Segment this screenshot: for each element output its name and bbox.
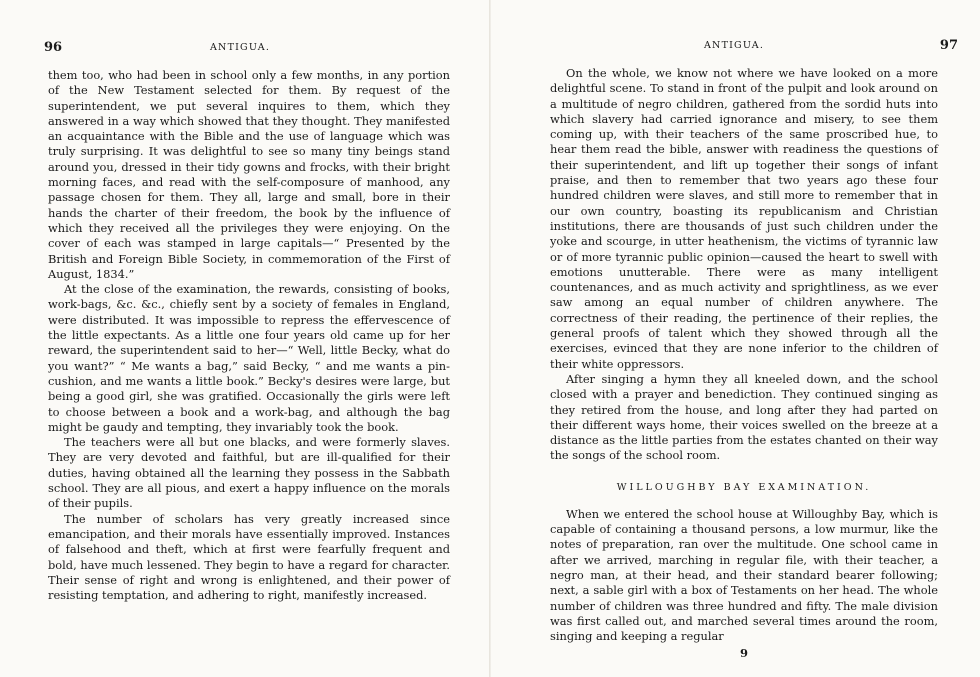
left-running-head [44,40,450,58]
left-page-number: 96 [44,40,63,55]
right-paragraph-1: On the whole, we know not where we have looked on a more delightful scene. To stand in front of the pulpit and look around on a multitude of negro children, gathered from the sordid huts into which slavery had carried ignorance and misery, to see them coming up, with their teachers of the same proscribed hue, to hear them read the bible, answer with readiness the questions of their superintendent, and lift up together their songs of infant praise, and then to remember that two years ago these four hundred children were slaves, and still more to remember that in our own country, boasting its republicanism and Christian institutions, there are thousands of just such children under the yoke and scourge, in utter heathenism, the victims of tyrannic law or of more tyrannic public opinion—caused the heart to swell with emotions unutterable. There were as many intelligent countenances, and as much activity and sprightliness, as we ever saw among an equal number of children anywhere. The correctness of their reading, the pertinence of their replies, the general proofs of talent which they showed through all the exercises, evinced that they are none inferior to the children of their white oppressors. [550,66,938,371]
right-running-head [550,38,958,56]
section-heading: WILLOUGHBY BAY EXAMINATION. [616,481,872,493]
signature-mark: 9 [739,646,748,661]
right-page [490,0,980,677]
left-paragraph-4: The number of scholars has very greatly increased since emancipation, and their morals have essentially improved. Instances of falsehood and theft, which at first were fearfully frequent and bold, have much lessened. They begin to have a regard for character. Their sense of right and wrong is enlightened, and their power of resisting temptation, and adhering to right, manifestly increased. [48,511,450,603]
right-page-number: 97 [939,38,958,53]
right-paragraph-2: After singing a hymn they all kneeled down, and the school closed with a prayer and benediction. They continued singing as they retired from the house, and long after they had parted on their different ways home, their voices swelled on the breeze at a distance as the little parties from the estates chanted on their way the songs of the school room. [550,371,938,463]
left-paragraph-2: At the close of the examination, the rewards, consisting of books, work-bags, &c. &c., chiefly sent by a society of females in England, were distributed. It was impossible to repress the effervescence of the little expectants. As a little one four years old came up for her reward, the superintendent said to her—“ Well, little Becky, what do you want?” “ Me wants a bag,” said Becky, “ and me wants a pin-cushion, and me wants a little book.” Becky's desires were large, but being a good girl, she was gratified. Occasionally the girls were left to choose between a book and a work-bag, and although the bag might be gaudy and tempting, they invariably took the book. [48,282,450,434]
right-running-title: ANTIGUA. [704,40,765,51]
left-paragraph-3: The teachers were all but one blacks, and were formerly slaves. They are very devoted and faithful, but are ill-qualified for their duties, having obtained all the learning they possess in the Sabbath school. They are all pious, and exert a happy influence on the morals of their pupils. [48,435,450,511]
right-paragraph-3: When we entered the school house at Willoughby Bay, which is capable of containing a thousand persons, a low murmur, like the notes of preparation, ran over the multitude. One school came in after we arrived, marching in regular file, with their teacher, a negro man, at their head, and their standard bearer following; next, a sable girl with a box of Testaments on her head. The whole number of children was three hundred and fifty. The male division was first called out, and marched several times around the room, singing and keeping a regular [550,506,938,644]
left-running-title: ANTIGUA. [210,42,271,53]
left-paragraph-1: them too, who had been in school only a few months, in any portion of the New Testament selected for them. By request of the superintendent, we put several inquires to them, which they answered in a way which showed that they thought. They manifested an acquaintance with the Bible and the use of language which was truly surprising. It was delightful to see so many tiny beings stand around you, dressed in their tidy gowns and frocks, with their bright morning faces, and read with the self-composure of manhood, any passage chosen for them. They all, large and small, bore in their hands the charter of their freedom, the book by the influence of which they received all the privileges they were enjoying. On the cover of each was stamped in large capitals—“ Presented by the British and Foreign Bible Society, in commemoration of the First of August, 1834.” [48,68,450,281]
